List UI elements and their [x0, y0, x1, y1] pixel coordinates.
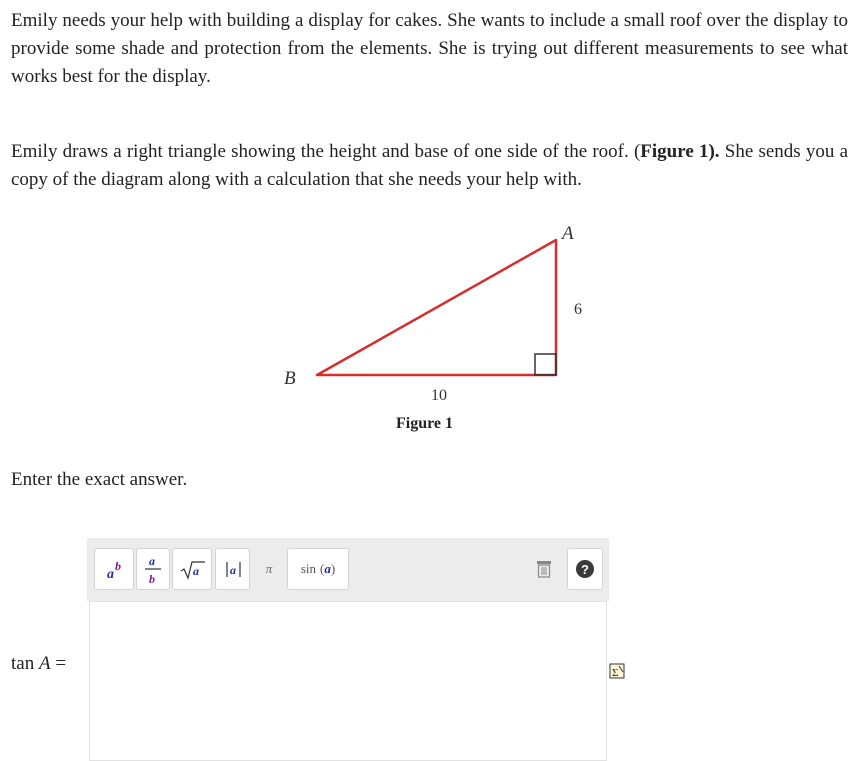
svg-text:b: b: [149, 572, 155, 586]
fraction-icon: [139, 550, 167, 588]
square-root-icon: [175, 553, 209, 585]
svg-text:?: ?: [581, 562, 589, 577]
tan-function-label: tan: [11, 653, 35, 674]
side-length-6: 6: [574, 301, 582, 318]
answer-label: [11, 650, 66, 678]
pi-button[interactable]: [254, 548, 284, 590]
problem-intro-paragraph: Emily needs your help with building a display for cakes. She wants to include a small roof over the display to provide some shade and protection from the elements. She is trying out different measurements to see what works best for the display.: [11, 10, 848, 87]
right-triangle: [317, 240, 556, 375]
math-editor-toolbar: [87, 538, 609, 601]
right-angle-marker: [535, 354, 556, 375]
problem-figure-paragraph: [11, 138, 848, 194]
equals-sign: =: [55, 653, 67, 674]
paragraph-text-2: She sends you a copy of the diagram along with a calculation that she needs your help with.: [11, 141, 849, 190]
delete-button[interactable]: [529, 548, 559, 590]
superscript-icon: [98, 553, 130, 585]
sin-button[interactable]: [287, 548, 349, 590]
svg-text:a: a: [149, 554, 155, 568]
superscript-button[interactable]: [94, 548, 134, 590]
sin-argument: (a): [319, 561, 336, 576]
answer-input[interactable]: [89, 601, 607, 761]
equation-editor-icon[interactable]: [609, 663, 625, 679]
svg-text:b: b: [115, 559, 121, 573]
pi-label: π: [265, 561, 273, 576]
angle-variable-label: A: [38, 653, 51, 674]
figure-1-diagram: [260, 212, 620, 442]
svg-text:a: a: [229, 563, 236, 577]
vertex-b-label: B: [284, 368, 296, 389]
help-icon: [575, 559, 595, 579]
sin-label: sin: [300, 561, 316, 576]
instruction-text: Enter the exact answer.: [11, 469, 188, 490]
help-button[interactable]: [567, 548, 603, 590]
vertex-a-label: A: [562, 223, 574, 244]
square-root-button[interactable]: [172, 548, 212, 590]
absolute-value-icon: [218, 553, 248, 585]
fraction-button[interactable]: [136, 548, 170, 590]
svg-text:a: a: [107, 567, 114, 582]
svg-text:a: a: [193, 564, 199, 578]
trash-icon: [535, 559, 553, 579]
figure-link: Figure 1).: [640, 141, 720, 162]
absolute-value-button[interactable]: [215, 548, 250, 590]
paragraph-text-1: Emily draws a right triangle showing the height and base of one side of the roof. (: [11, 141, 641, 162]
figure-caption: Figure 1: [396, 415, 454, 432]
side-length-10: 10: [431, 387, 447, 404]
svg-text:Σ: Σ: [612, 667, 619, 679]
